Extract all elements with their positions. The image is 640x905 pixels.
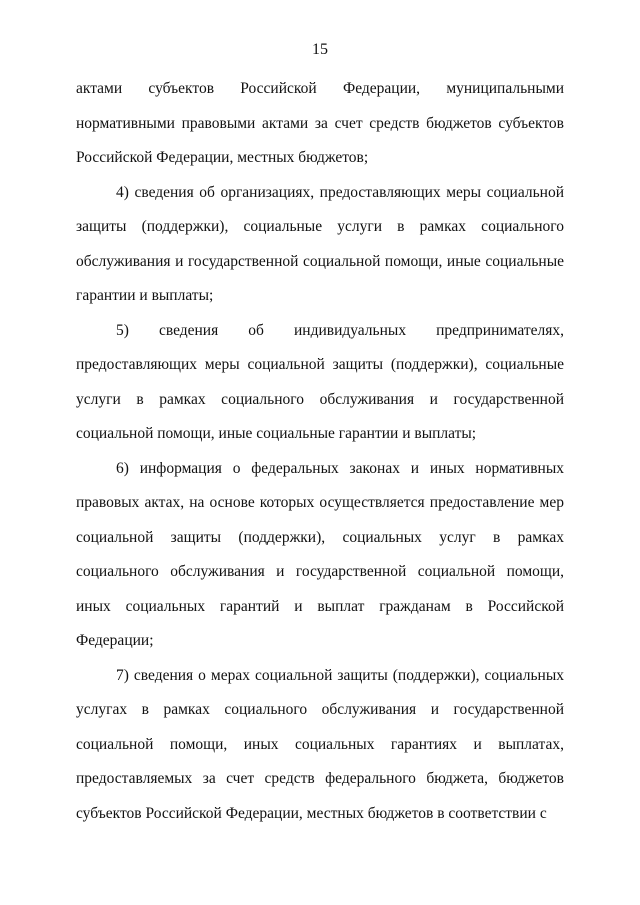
paragraph-item-4: 4) сведения об организациях, предоставляющих меры социальной защиты (поддержки), социальные услуги в рамках социального обслуживания и государственной социальной помощи, иные социальные гарантии и выплаты;	[76, 183, 564, 304]
paragraph-item-7: 7) сведения о мерах социальной защиты (поддержки), социальных услугах в рамках социального обслуживания и государственной социальной помощи, иных социальных гарантиях и выплатах, предоставляемых за счет средств федерального бюджета, бюджетов субъектов Российской Федерации, местных бюджетов в соответствии с	[76, 666, 564, 822]
paragraph-continuation: актами субъектов Российской Федерации, муниципальными нормативными правовыми актами за счет средств бюджетов субъектов Российской Федерации, местных бюджетов;	[76, 80, 564, 166]
paragraph-item-5: 5) сведения об индивидуальных предпринимателях, предоставляющих меры социальной защиты (поддержки), социальные услуги в рамках социального обслуживания и государственной социальной помощи, иные социальные гарантии и выплаты;	[76, 321, 564, 442]
page-number: 15	[312, 41, 328, 58]
paragraph-item-6: 6) информация о федеральных законах и иных нормативных правовых актах, на основе которых осуществляется предоставление мер социальной защиты (поддержки), социальных услуг в рамках социального обслуживания и государственной социальной помощи, иных социальных гарантий и выплат гражданам в Российской Федерации;	[76, 459, 564, 649]
document-body	[76, 72, 564, 831]
